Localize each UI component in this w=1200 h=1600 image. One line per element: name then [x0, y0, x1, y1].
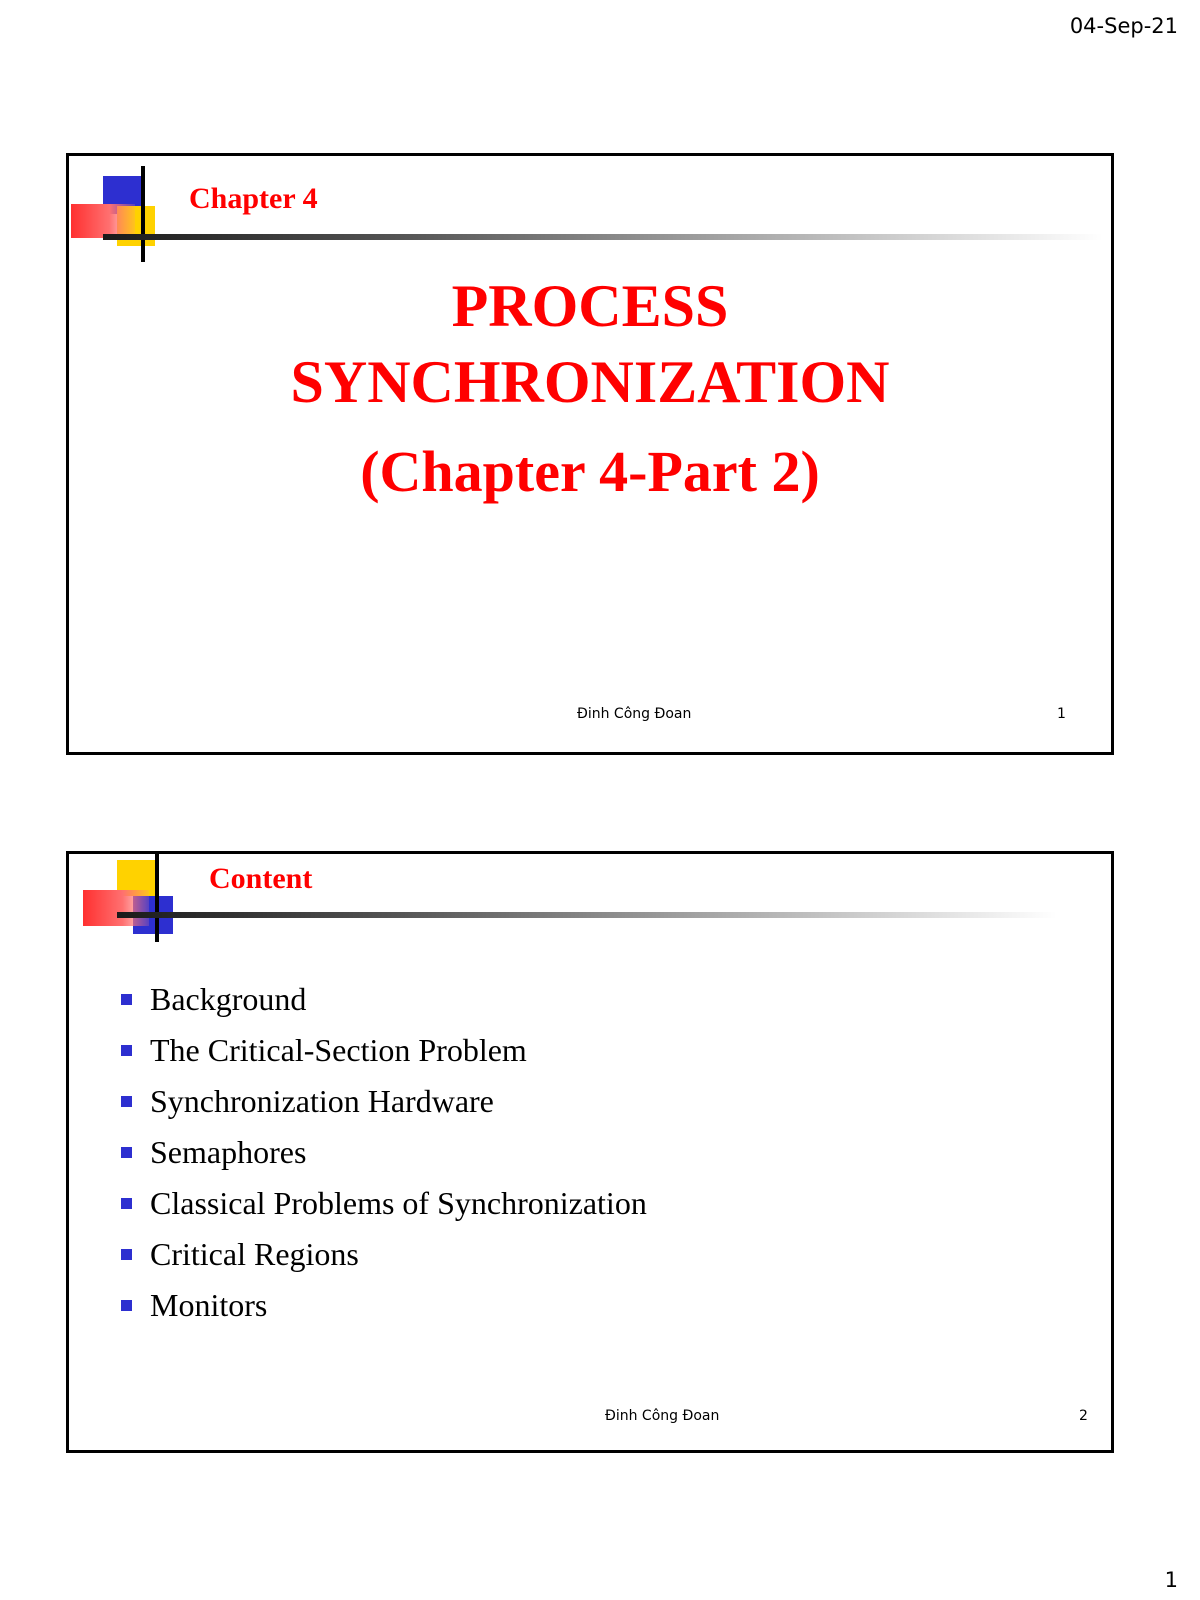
bullet-square-icon — [121, 1249, 132, 1260]
footer-author: Đinh Công Đoan — [605, 1408, 720, 1424]
bullet-square-icon — [121, 1096, 132, 1107]
slide-title — [69, 268, 1111, 510]
slide-number: 1 — [1057, 706, 1066, 722]
title-line-1: PROCESS — [451, 273, 729, 339]
slide-heading: Content — [209, 862, 313, 895]
list-item-label: Classical Problems of Synchronization — [150, 1185, 647, 1221]
list-item — [121, 1076, 647, 1127]
list-item-label: Semaphores — [150, 1134, 307, 1170]
slide-subtitle: (Chapter 4-Part 2) — [360, 439, 820, 504]
slide-logo — [71, 162, 181, 262]
list-item — [121, 1229, 647, 1280]
list-item — [121, 1025, 647, 1076]
list-item-label: Background — [150, 981, 307, 1017]
bullet-square-icon — [121, 1147, 132, 1158]
slide-number: 2 — [1079, 1408, 1088, 1424]
bullet-square-icon — [121, 994, 132, 1005]
bullet-square-icon — [121, 1045, 132, 1056]
list-item — [121, 1127, 647, 1178]
footer-author: Đinh Công Đoan — [577, 706, 692, 722]
list-item-label: Synchronization Hardware — [150, 1083, 494, 1119]
page-number: 1 — [1164, 1568, 1178, 1592]
heading-rule — [117, 912, 1057, 918]
list-item — [121, 1280, 647, 1331]
list-item-label: Critical Regions — [150, 1236, 359, 1272]
slide-1 — [66, 153, 1114, 755]
list-item — [121, 974, 647, 1025]
page-date: 04-Sep-21 — [1069, 14, 1178, 38]
list-item — [121, 1178, 647, 1229]
title-line-2: SYNCHRONIZATION — [290, 349, 890, 415]
list-item-label: Monitors — [150, 1287, 268, 1323]
slide-logo — [83, 858, 193, 958]
content-list — [121, 974, 647, 1331]
heading-rule — [103, 234, 1103, 240]
slide-heading: Chapter 4 — [189, 182, 318, 215]
bullet-square-icon — [121, 1300, 132, 1311]
list-item-label: The Critical-Section Problem — [150, 1032, 527, 1068]
slide-2 — [66, 851, 1114, 1453]
bullet-square-icon — [121, 1198, 132, 1209]
